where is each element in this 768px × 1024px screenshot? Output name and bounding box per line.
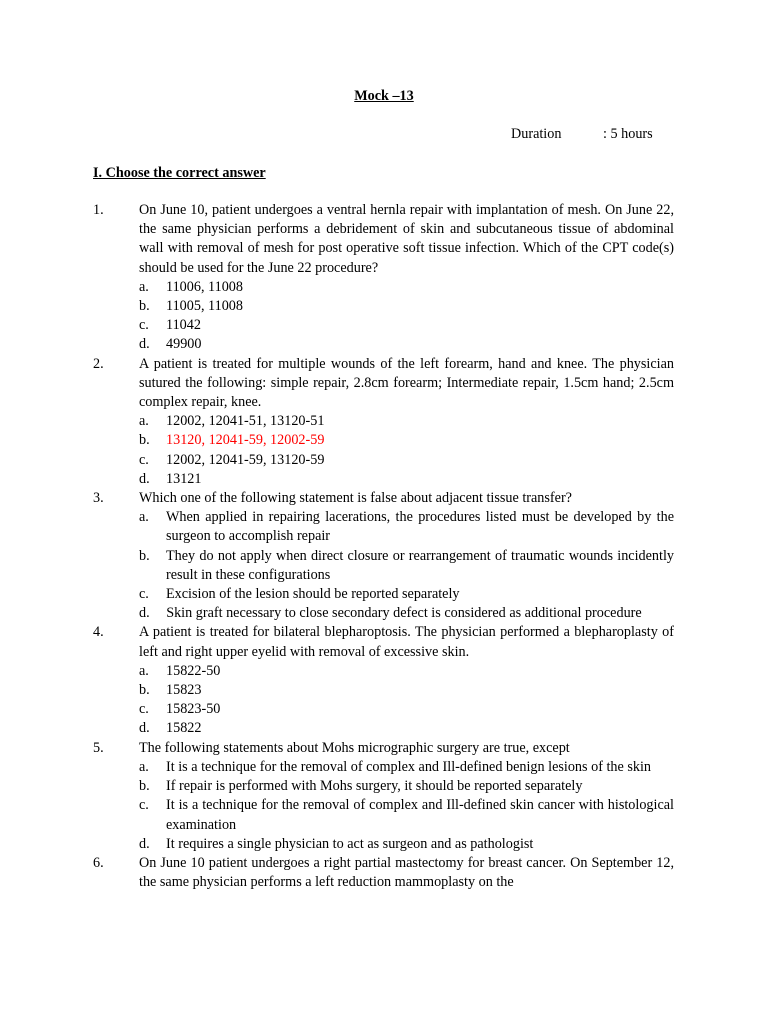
question-6 (93, 854, 674, 892)
question-text: Which one of the following statement is false about adjacent tissue transfer? (139, 490, 572, 507)
duration-label: Duration (511, 126, 562, 142)
option-c (139, 316, 674, 335)
option-letter: a. (139, 278, 149, 295)
option-letter: a. (139, 509, 149, 526)
question-number: 2. (93, 355, 104, 372)
option-letter: b. (139, 778, 150, 795)
option-letter: c. (139, 797, 149, 814)
option-text: 49900 (166, 336, 202, 353)
option-letter: d. (139, 605, 150, 622)
option-b (139, 681, 674, 700)
page-title: Mock –13 (354, 88, 414, 104)
option-text: 15822 (166, 720, 202, 737)
duration-value: : 5 hours (603, 126, 653, 142)
option-a (139, 508, 674, 546)
option-letter: b. (139, 298, 150, 315)
option-letter: d. (139, 835, 150, 852)
option-letter: c. (139, 317, 149, 334)
option-letter: b. (139, 682, 150, 699)
option-text: 11006, 11008 (166, 278, 243, 295)
option-letter: a. (139, 758, 149, 775)
option-b (139, 777, 674, 796)
option-text: 13121 (166, 470, 202, 487)
question-text: The following statements about Mohs micrographic surgery are true, except (139, 739, 570, 756)
highlighted-answer-text: 13120, 12041-59, 12002-59 (166, 432, 325, 449)
option-b (139, 431, 674, 450)
option-a (139, 662, 674, 681)
option-letter: a. (139, 662, 149, 679)
section-title: I. Choose the correct answer (93, 165, 266, 181)
option-d (139, 719, 674, 738)
option-letter: d. (139, 720, 150, 737)
option-c (139, 585, 674, 604)
option-text: 12002, 12041-59, 13120-59 (166, 451, 325, 468)
option-b (139, 547, 674, 585)
question-2 (93, 355, 674, 489)
option-text: 11005, 11008 (166, 298, 243, 315)
option-d (139, 470, 674, 489)
option-d (139, 335, 674, 354)
duration-line (511, 124, 653, 144)
option-letter: b. (139, 547, 150, 564)
option-d (139, 835, 674, 854)
option-text: 15823 (166, 682, 202, 699)
option-letter: d. (139, 470, 150, 487)
question-text: A patient is treated for bilateral blepharoptosis. The physician performed a blepharoplasty of left and right upper eyelid with removal of excessive skin. (139, 624, 674, 660)
option-text: 15823-50 (166, 701, 221, 718)
option-text: Skin graft necessary to close secondary defect is considered as additional procedure (166, 605, 642, 622)
question-number: 3. (93, 490, 104, 507)
option-b (139, 297, 674, 316)
option-a (139, 278, 674, 297)
option-text: If repair is performed with Mohs surgery, it should be reported separately (166, 778, 583, 795)
option-letter: a. (139, 413, 149, 430)
option-letter: c. (139, 701, 149, 718)
option-c (139, 796, 674, 834)
question-3 (93, 489, 674, 623)
question-number: 5. (93, 739, 104, 756)
option-a (139, 758, 674, 777)
option-text: 12002, 12041-51, 13120-51 (166, 413, 325, 430)
option-letter: c. (139, 451, 149, 468)
option-text: It requires a single physician to act as surgeon and as pathologist (166, 835, 534, 852)
question-4 (93, 623, 674, 738)
option-a (139, 412, 674, 431)
question-1 (93, 201, 674, 355)
question-5 (93, 739, 674, 854)
option-text: It is a technique for the removal of complex and Ill-defined skin cancer with histological examination (166, 797, 674, 833)
option-text: When applied in repairing lacerations, the procedures listed must be developed by the surgeon to accomplish repair (166, 509, 674, 545)
option-letter: c. (139, 586, 149, 603)
option-text: Excision of the lesion should be reported separately (166, 586, 460, 603)
question-list (93, 201, 674, 892)
question-number: 6. (93, 854, 104, 871)
option-text: 15822-50 (166, 662, 221, 679)
option-text: 11042 (166, 317, 201, 334)
question-text: A patient is treated for multiple wounds of the left forearm, hand and knee. The physician sutured the following: simple repair, 2.8cm forearm; Intermediate repair, 1.5cm hand; 2.5cm complex repair, knee. (139, 355, 674, 411)
option-letter: d. (139, 336, 150, 353)
option-c (139, 700, 674, 719)
option-text: It is a technique for the removal of complex and Ill-defined benign lesions of the skin (166, 758, 651, 775)
option-d (93, 604, 674, 623)
question-number: 1. (93, 202, 104, 218)
question-text: On June 10, patient undergoes a ventral hernla repair with implantation of mesh. On June 22, the same physician performs a debridement of skin and subcutaneous tissue of abdominal wall with removal of mesh for post operative soft tissue infection. Which of the CPT code(s) should be used for the June 22 procedure? (139, 202, 674, 276)
option-c (139, 451, 674, 470)
question-number: 4. (93, 624, 104, 641)
option-text: They do not apply when direct closure or rearrangement of traumatic wounds incidently result in these configurations (166, 547, 674, 583)
option-letter: b. (139, 432, 150, 449)
question-text: On June 10 patient undergoes a right partial mastectomy for breast cancer. On September 12, the same physician performs a left reduction mammoplasty on the (139, 854, 674, 891)
